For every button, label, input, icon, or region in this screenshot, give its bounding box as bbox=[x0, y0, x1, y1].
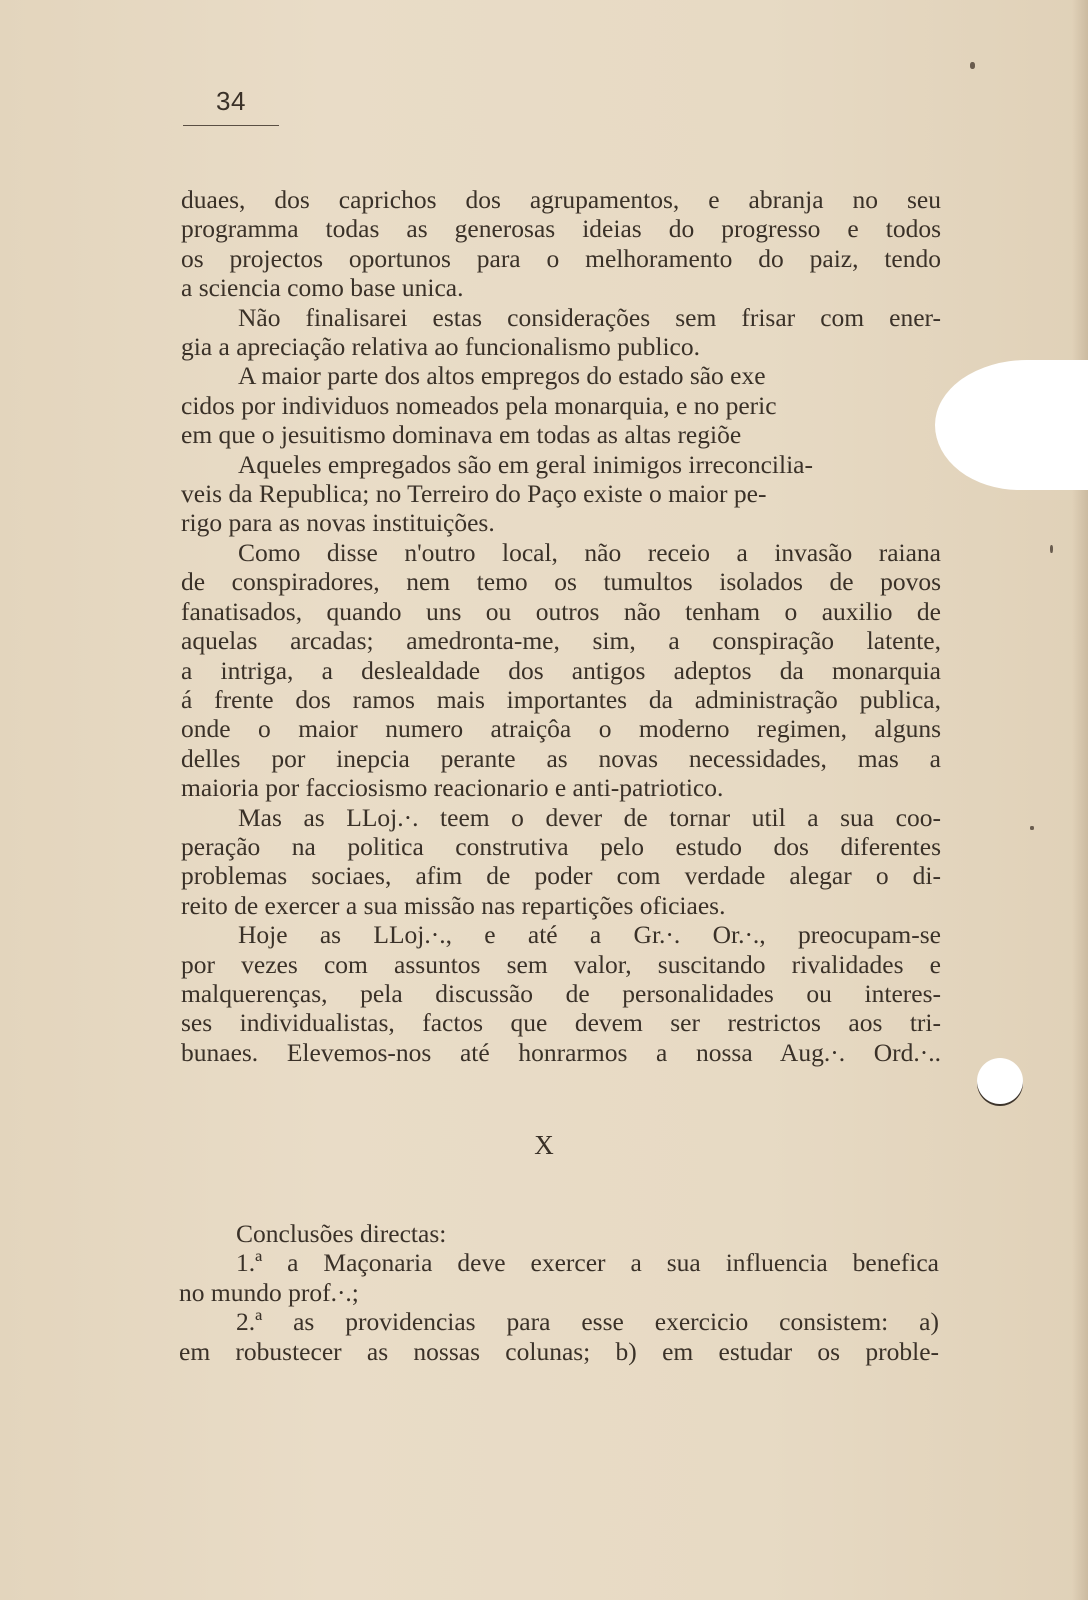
text-line: em que o jesuitismo dominava em todas as altas regiõe bbox=[181, 420, 742, 450]
text-line: Não finalisarei estas considerações sem frisar com ener- bbox=[238, 302, 941, 332]
text-line: veis da Republica; no Terreiro do Paço existe o maior pe- bbox=[181, 479, 767, 509]
paper-speck bbox=[1050, 545, 1053, 553]
text-line: cidos por individuos nomeados pela monarquia, e no peric bbox=[181, 390, 777, 420]
text-line: 1.ª a Maçonaria deve exercer a sua influencia benefica bbox=[236, 1248, 939, 1278]
torn-paper-area bbox=[935, 360, 1088, 490]
text-line: malquerenças, pela discussão de personalidades ou interes- bbox=[181, 978, 941, 1008]
text-line: Hoje as LLoj.·., e até a Gr.·. Or.·., preocupam-se bbox=[238, 920, 941, 950]
text-line: reito de exercer a sua missão nas repartições oficiaes. bbox=[181, 890, 726, 920]
text-line: Mas as LLoj.·. teem o dever de tornar util a sua coo- bbox=[238, 802, 941, 832]
text-line: Conclusões directas: bbox=[236, 1219, 447, 1248]
punched-hole bbox=[977, 1058, 1023, 1104]
text-line: fanatisados, quando uns ou outros não tenham o auxilio de bbox=[181, 596, 941, 626]
text-line: duaes, dos caprichos dos agrupamentos, e abranja no seu bbox=[181, 185, 941, 214]
paper-speck bbox=[1030, 826, 1034, 830]
text-line: rigo para as novas instituições. bbox=[181, 508, 495, 538]
text-line: no mundo prof.·.; bbox=[179, 1277, 359, 1307]
text-line: Como disse n'outro local, não receio a invasão raiana bbox=[238, 537, 941, 567]
text-line: a intriga, a deslealdade dos antigos adeptos da monarquia bbox=[181, 655, 941, 685]
text-line: Aqueles empregados são em geral inimigos irreconcilia- bbox=[238, 449, 813, 479]
text-line: maioria por facciosismo reacionario e anti-patriotico. bbox=[181, 773, 724, 803]
text-line: em robustecer as nossas colunas; b) em estudar os proble- bbox=[179, 1336, 939, 1366]
page-number-rule bbox=[183, 125, 279, 126]
text-line: A maior parte dos altos empregos do estado são exe bbox=[238, 361, 766, 391]
text-line: os projectos oportunos para o melhoramento do paiz, tendo bbox=[181, 243, 941, 273]
text-line: peração na politica construtiva pelo estudo dos diferentes bbox=[181, 831, 941, 861]
text-line: á frente dos ramos mais importantes da administração publica, bbox=[181, 684, 941, 714]
text-line: de conspiradores, nem temo os tumultos isolados de povos bbox=[181, 567, 941, 597]
page-number: 34 bbox=[216, 86, 246, 116]
text-line: gia a apreciação relativa ao funcionalismo publico. bbox=[181, 332, 700, 362]
text-line: ses individualistas, factos que devem ser restrictos aos tri- bbox=[181, 1008, 941, 1038]
paper-speck bbox=[970, 62, 975, 69]
text-line: a sciencia como base unica. bbox=[181, 273, 464, 303]
text-line: aquelas arcadas; amedronta-me, sim, a conspiração latente, bbox=[181, 626, 941, 656]
text-line: bunaes. Elevemos-nos até honrarmos a nossa Aug.·. Ord.·.. bbox=[181, 1037, 941, 1067]
text-line: delles por inepcia perante as novas necessidades, mas a bbox=[181, 743, 941, 773]
conclusions-text bbox=[179, 1219, 939, 1366]
text-line: por vezes com assuntos sem valor, suscitando rivalidades e bbox=[181, 949, 941, 979]
text-line: 2.ª as providencias para esse exercicio consistem: a) bbox=[236, 1307, 939, 1337]
text-line: programma todas as generosas ideias do progresso e todos bbox=[181, 214, 941, 244]
page-edge-shadow bbox=[1072, 0, 1088, 1600]
section-marker: X bbox=[534, 1130, 554, 1160]
text-line: problemas sociaes, afim de poder com verdade alegar o di- bbox=[181, 861, 941, 891]
body-text bbox=[181, 185, 941, 1067]
text-line: onde o maior numero atraiçôa o moderno regimen, alguns bbox=[181, 714, 941, 744]
